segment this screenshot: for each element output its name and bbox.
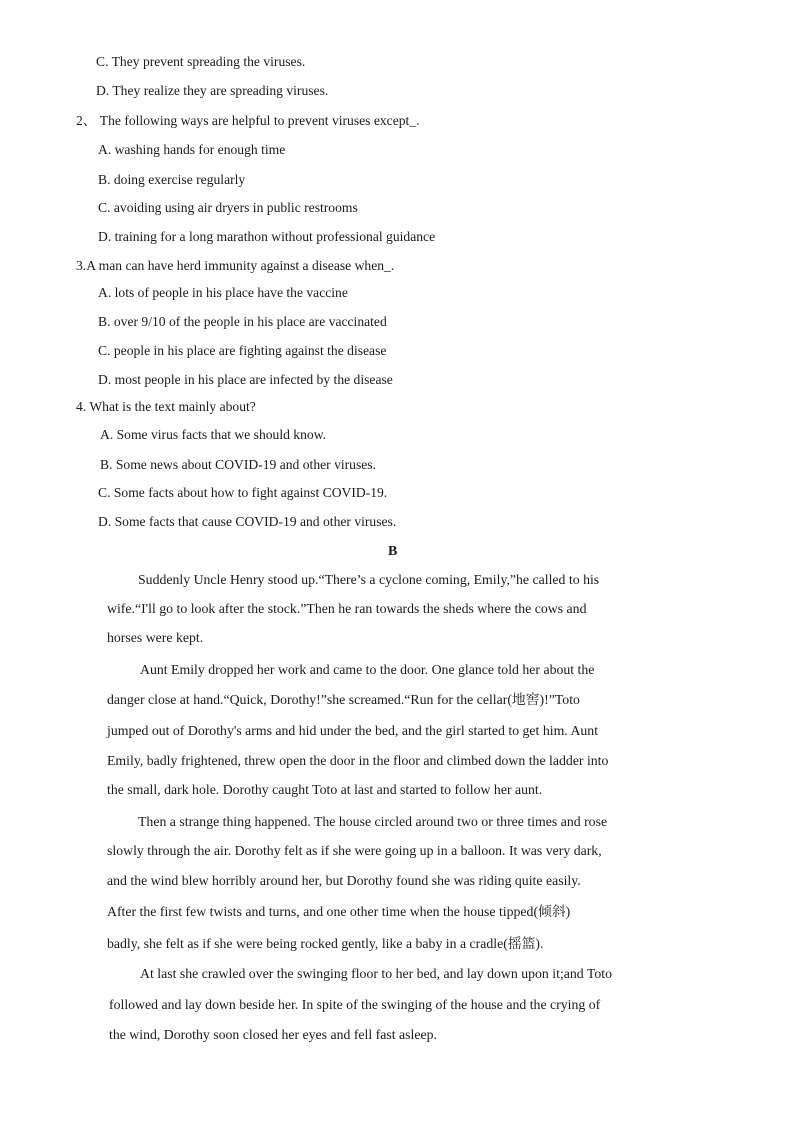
p1-line-3: horses were kept. — [107, 630, 204, 645]
q2-option-b: B. doing exercise regularly — [98, 172, 246, 187]
p4-line-3: the wind, Dorothy soon closed her eyes and fell fast asleep. — [109, 1027, 437, 1042]
p2-line-1: Aunt Emily dropped her work and came to the door. One glance told her about the — [140, 662, 595, 677]
p1-line-1: Suddenly Uncle Henry stood up.“There’s a cyclone coming, Emily,”he called to his — [138, 572, 600, 587]
q1-option-c: C. They prevent spreading the viruses. — [96, 54, 306, 69]
q3-stem: 3.A man can have herd immunity against a disease when_. — [76, 258, 395, 273]
q2-option-c: C. avoiding using air dryers in public restrooms — [98, 200, 358, 215]
p2-line-5: the small, dark hole. Dorothy caught Toto at last and started to follow her aunt. — [107, 782, 543, 797]
p3-line-4: After the first few twists and turns, and one other time when the house tipped(倾斜) — [107, 904, 571, 919]
p4-line-1: At last she crawled over the swinging floor to her bed, and lay down upon it;and Toto — [140, 966, 612, 981]
q3-option-c: C. people in his place are fighting against the disease — [98, 343, 387, 358]
p1-line-2: wife.“I'll go to look after the stock.”Then he ran towards the sheds where the cows and — [107, 601, 587, 616]
q3-option-a: A. lots of people in his place have the vaccine — [98, 285, 348, 300]
q1-option-d: D. They realize they are spreading viruses. — [96, 83, 329, 98]
q4-option-d: D. Some facts that cause COVID-19 and other viruses. — [98, 514, 397, 529]
p2-line-2: danger close at hand.“Quick, Dorothy!”she screamed.“Run for the cellar(地窖)!”Toto — [107, 692, 580, 707]
q4-option-a: A. Some virus facts that we should know. — [100, 427, 327, 442]
q4-option-c: C. Some facts about how to fight against COVID-19. — [98, 485, 388, 500]
q2-option-d: D. training for a long marathon without professional guidance — [98, 229, 436, 244]
q2-option-a: A. washing hands for enough time — [98, 142, 286, 157]
q4-option-b: B. Some news about COVID-19 and other viruses. — [100, 457, 376, 472]
q4-stem: 4. What is the text mainly about? — [76, 399, 256, 414]
section-b-heading: B — [388, 544, 398, 559]
p3-line-5: badly, she felt as if she were being rocked gently, like a baby in a cradle(摇篮). — [107, 936, 544, 951]
p2-line-4: Emily, badly frightened, threw open the door in the floor and climbed down the ladder into — [107, 753, 609, 768]
q3-option-d: D. most people in his place are infected by the disease — [98, 372, 393, 387]
p3-line-3: and the wind blew horribly around her, but Dorothy found she was riding quite easily. — [107, 873, 581, 888]
p3-line-1: Then a strange thing happened. The house circled around two or three times and rose — [138, 814, 608, 829]
p2-line-3: jumped out of Dorothy's arms and hid under the bed, and the girl started to get him. Aunt — [107, 723, 599, 738]
p3-line-2: slowly through the air. Dorothy felt as if she were going up in a balloon. It was very dark, — [107, 843, 602, 858]
q3-option-b: B. over 9/10 of the people in his place are vaccinated — [98, 314, 387, 329]
q2-stem: 2、 The following ways are helpful to prevent viruses except_. — [76, 113, 420, 128]
p4-line-2: followed and lay down beside her. In spite of the swinging of the house and the crying of — [109, 997, 601, 1012]
